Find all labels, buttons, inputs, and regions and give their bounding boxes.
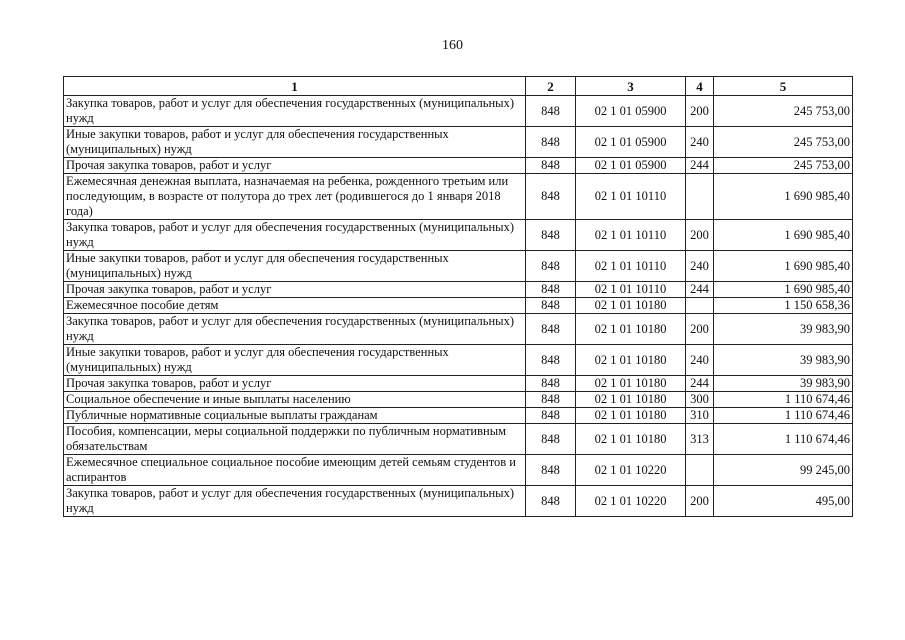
cell-ved: 848: [526, 314, 576, 345]
cell-sum: 1 110 674,46: [714, 424, 853, 455]
cell-ved: 848: [526, 408, 576, 424]
cell-vr: [686, 174, 714, 220]
cell-name: Закупка товаров, работ и услуг для обеспечения государственных (муниципальных) нужд: [64, 220, 526, 251]
cell-sum: 39 983,90: [714, 376, 853, 392]
table-row: [64, 158, 853, 174]
cell-name: Закупка товаров, работ и услуг для обеспечения государственных (муниципальных) нужд: [64, 96, 526, 127]
cell-sum: 1 110 674,46: [714, 392, 853, 408]
cell-sum: 1 690 985,40: [714, 251, 853, 282]
cell-csr: 02 1 01 05900: [576, 158, 686, 174]
cell-vr: 200: [686, 486, 714, 517]
cell-csr: 02 1 01 10110: [576, 220, 686, 251]
cell-vr: 244: [686, 376, 714, 392]
cell-sum: 245 753,00: [714, 96, 853, 127]
cell-csr: 02 1 01 10180: [576, 392, 686, 408]
cell-sum: 245 753,00: [714, 158, 853, 174]
cell-ved: 848: [526, 251, 576, 282]
cell-ved: 848: [526, 345, 576, 376]
cell-csr: 02 1 01 10110: [576, 251, 686, 282]
table-row: [64, 392, 853, 408]
cell-csr: 02 1 01 10180: [576, 424, 686, 455]
cell-ved: 848: [526, 298, 576, 314]
header-row: [64, 77, 853, 96]
table-row: [64, 127, 853, 158]
cell-vr: [686, 298, 714, 314]
cell-vr: 310: [686, 408, 714, 424]
cell-vr: 240: [686, 345, 714, 376]
cell-sum: 495,00: [714, 486, 853, 517]
cell-vr: 240: [686, 127, 714, 158]
table-row: [64, 314, 853, 345]
cell-vr: [686, 455, 714, 486]
header-col-1: 1: [64, 77, 526, 96]
cell-vr: 244: [686, 282, 714, 298]
cell-name: Ежемесячная денежная выплата, назначаемая на ребенка, рожденного третьим или последующим, в возрасте от полутора до трех лет (родившегося до 1 января 2018 года): [64, 174, 526, 220]
cell-vr: 200: [686, 314, 714, 345]
cell-ved: 848: [526, 455, 576, 486]
cell-name: Прочая закупка товаров, работ и услуг: [64, 158, 526, 174]
cell-sum: 1 690 985,40: [714, 220, 853, 251]
cell-name: Прочая закупка товаров, работ и услуг: [64, 376, 526, 392]
cell-ved: 848: [526, 282, 576, 298]
cell-csr: 02 1 01 10180: [576, 298, 686, 314]
cell-sum: 1 690 985,40: [714, 282, 853, 298]
cell-csr: 02 1 01 10180: [576, 376, 686, 392]
budget-table: [63, 76, 853, 517]
cell-name: Ежемесячное специальное социальное пособие имеющим детей семьям студентов и аспирантов: [64, 455, 526, 486]
table-row: [64, 220, 853, 251]
table-row: [64, 174, 853, 220]
header-col-5: 5: [714, 77, 853, 96]
cell-sum: 39 983,90: [714, 314, 853, 345]
table-row: [64, 96, 853, 127]
header-col-4: 4: [686, 77, 714, 96]
cell-name: Иные закупки товаров, работ и услуг для обеспечения государственных (муниципальных) нужд: [64, 251, 526, 282]
cell-csr: 02 1 01 10180: [576, 408, 686, 424]
cell-name: Пособия, компенсации, меры социальной поддержки по публичным нормативным обязательствам: [64, 424, 526, 455]
cell-ved: 848: [526, 220, 576, 251]
table-row: [64, 424, 853, 455]
cell-name: Публичные нормативные социальные выплаты гражданам: [64, 408, 526, 424]
header-col-2: 2: [526, 77, 576, 96]
cell-ved: 848: [526, 376, 576, 392]
cell-csr: 02 1 01 10180: [576, 314, 686, 345]
cell-sum: 1 150 658,36: [714, 298, 853, 314]
cell-csr: 02 1 01 05900: [576, 127, 686, 158]
cell-sum: 245 753,00: [714, 127, 853, 158]
cell-csr: 02 1 01 05900: [576, 96, 686, 127]
cell-sum: 1 690 985,40: [714, 174, 853, 220]
header-col-3: 3: [576, 77, 686, 96]
cell-vr: 300: [686, 392, 714, 408]
cell-ved: 848: [526, 392, 576, 408]
cell-sum: 1 110 674,46: [714, 408, 853, 424]
table-header: [64, 77, 853, 96]
cell-name: Прочая закупка товаров, работ и услуг: [64, 282, 526, 298]
cell-name: Закупка товаров, работ и услуг для обеспечения государственных (муниципальных) нужд: [64, 486, 526, 517]
table-row: [64, 486, 853, 517]
cell-csr: 02 1 01 10220: [576, 455, 686, 486]
cell-ved: 848: [526, 158, 576, 174]
table-row: [64, 408, 853, 424]
cell-vr: 200: [686, 96, 714, 127]
table-row: [64, 455, 853, 486]
cell-vr: 200: [686, 220, 714, 251]
table-row: [64, 251, 853, 282]
cell-csr: 02 1 01 10220: [576, 486, 686, 517]
table-row: [64, 282, 853, 298]
cell-vr: 240: [686, 251, 714, 282]
cell-name: Закупка товаров, работ и услуг для обеспечения государственных (муниципальных) нужд: [64, 314, 526, 345]
cell-name: Иные закупки товаров, работ и услуг для обеспечения государственных (муниципальных) нужд: [64, 345, 526, 376]
cell-sum: 39 983,90: [714, 345, 853, 376]
cell-ved: 848: [526, 424, 576, 455]
cell-name: Ежемесячное пособие детям: [64, 298, 526, 314]
cell-ved: 848: [526, 174, 576, 220]
cell-csr: 02 1 01 10110: [576, 174, 686, 220]
table-body: [64, 96, 853, 517]
cell-sum: 99 245,00: [714, 455, 853, 486]
cell-name: Социальное обеспечение и иные выплаты населению: [64, 392, 526, 408]
table-row: [64, 298, 853, 314]
table-row: [64, 376, 853, 392]
page-number: 160: [442, 38, 463, 53]
cell-vr: 244: [686, 158, 714, 174]
cell-ved: 848: [526, 96, 576, 127]
cell-csr: 02 1 01 10180: [576, 345, 686, 376]
cell-ved: 848: [526, 486, 576, 517]
cell-name: Иные закупки товаров, работ и услуг для обеспечения государственных (муниципальных) нужд: [64, 127, 526, 158]
cell-csr: 02 1 01 10110: [576, 282, 686, 298]
cell-vr: 313: [686, 424, 714, 455]
table-row: [64, 345, 853, 376]
cell-ved: 848: [526, 127, 576, 158]
